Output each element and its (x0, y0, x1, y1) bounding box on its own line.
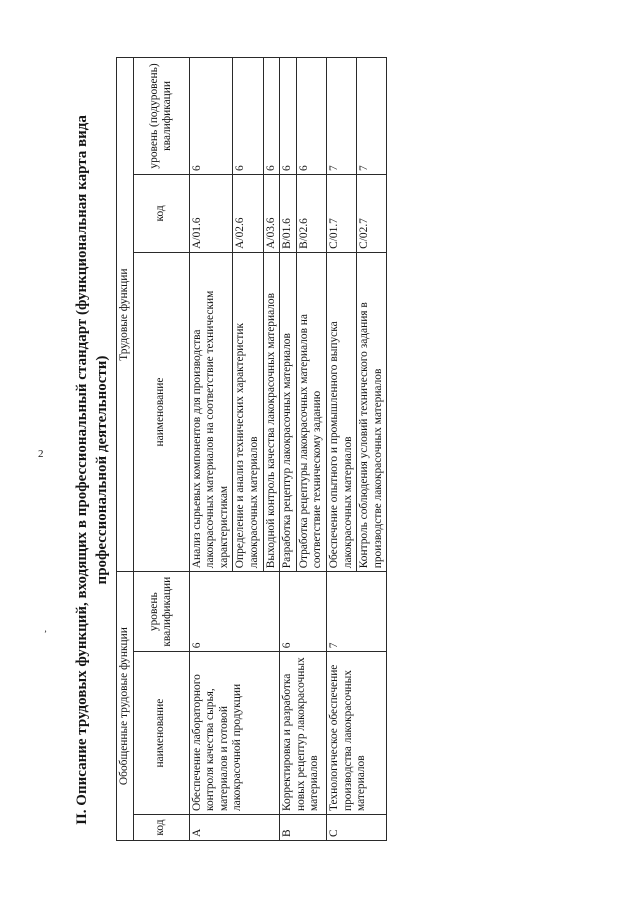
function-name: Выходной контроль качества лакокрасочных материалов (263, 252, 280, 571)
function-level: 6 (280, 58, 297, 175)
small-mark: ʼ (44, 629, 47, 639)
function-name: Контроль соблюдения условий технического задания в производстве лакокрасочных материалов (357, 252, 387, 571)
header-name-2: наименование (133, 252, 189, 571)
header-code-2: код (133, 174, 189, 252)
table-row (189, 58, 233, 841)
function-level: 6 (263, 58, 280, 175)
table-row (280, 58, 297, 841)
header-labor: Трудовые функции (117, 58, 134, 572)
group-code: B (280, 815, 327, 841)
group-level: 6 (189, 572, 280, 652)
header-name: наименование (133, 652, 189, 815)
header-code: код (133, 815, 189, 841)
title-line-2: профессиональной деятельности) (94, 355, 110, 585)
function-name: Отработка рецептуры лакокрасочных материалов на соответствие техническому заданию (296, 252, 326, 571)
function-code: A/03.6 (263, 174, 280, 252)
functions-table (116, 57, 387, 841)
function-code: C/01.7 (326, 174, 356, 252)
table-row (326, 58, 356, 841)
header-level: уровень квалификации (133, 572, 189, 652)
function-name: Определение и анализ технических характеристик лакокрасочных материалов (233, 252, 263, 571)
page-number: 2 (38, 448, 44, 460)
function-code: C/02.7 (357, 174, 387, 252)
function-name: Анализ сырьевых компонентов для производства лакокрасочных материалов на соответствие техническим характеристикам (189, 252, 233, 571)
function-code: B/02.6 (296, 174, 326, 252)
header-sublevel: уровень (подуровень) квалификации (133, 58, 189, 175)
function-code: B/01.6 (280, 174, 297, 252)
function-code: A/01.6 (189, 174, 233, 252)
function-level: 7 (357, 58, 387, 175)
function-name: Разработка рецептур лакокрасочных материалов (280, 252, 297, 571)
group-name: Корректировка и разработка новых рецептур лакокрасочных материалов (280, 652, 327, 815)
function-name: Обеспечение опытного и промышленного выпуска лакокрасочных материалов (326, 252, 356, 571)
function-level: 6 (189, 58, 233, 175)
title-line-1: II. Описание трудовых функций, входящих в профессиональный стандарт (функциональная карта вида (74, 115, 90, 825)
function-level: 6 (296, 58, 326, 175)
group-code: C (326, 815, 386, 841)
group-code: A (189, 815, 280, 841)
header-generalized: Обобщенные трудовые функции (117, 572, 134, 841)
group-level: 7 (326, 572, 386, 652)
function-level: 6 (233, 58, 263, 175)
group-level: 6 (280, 572, 327, 652)
group-name: Обеспечение лабораторного контроля качества сырья, материалов и готовой лакокрасочной продукции (189, 652, 280, 815)
section-title (72, 105, 112, 835)
function-level: 7 (326, 58, 356, 175)
function-code: A/02.6 (233, 174, 263, 252)
group-name: Технологическое обеспечение производства лакокрасочных материалов (326, 652, 386, 815)
